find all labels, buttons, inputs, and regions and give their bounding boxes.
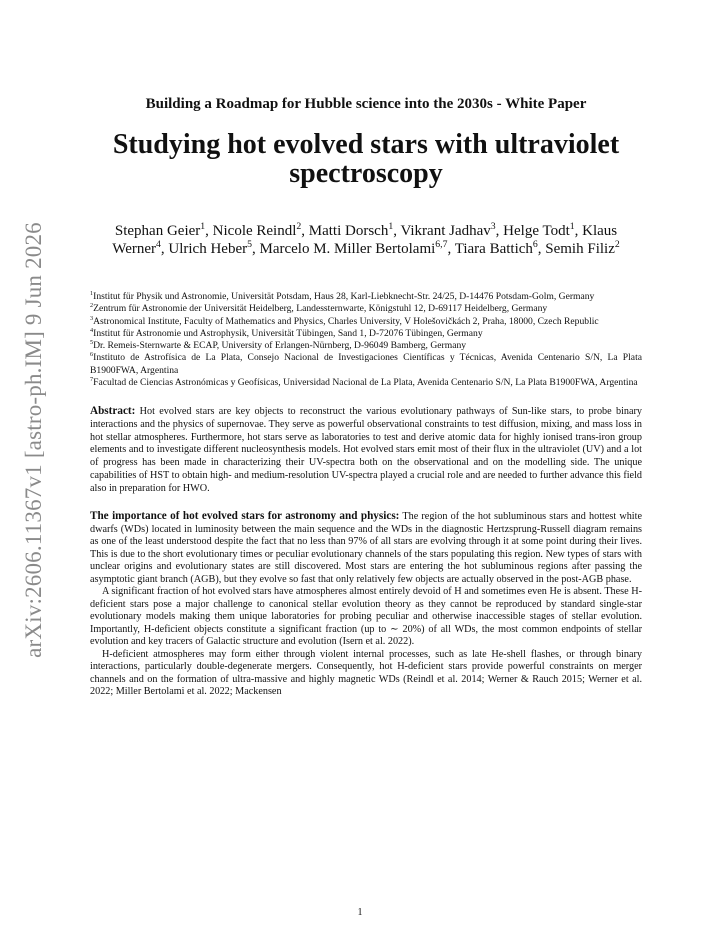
section-paragraph: A significant fraction of hot evolved stars have atmospheres almost entirely devoid of H and sometimes even He is absent. These H-deficient stars pose a major challenge to canonical stellar evolution theory as they cannot be reproduced by standard single-star evolutionary models making them unique laboratories for probing peculiar and otherwise inaccessible stages of stellar evolution. Importantly, H-deficient objects constitute a significant fraction (up to ∼ 20%) of all WDs, the most common endpoints of stellar evolution and key tracers of Galactic structure and evolution (Isern et al. 2022). — [90, 586, 642, 648]
author: Helge Todt$^1$ — [503, 221, 575, 239]
section-heading: The importance of hot evolved stars for astronomy and physics: — [90, 510, 400, 523]
arxiv-identifier-stamp — [10, 222, 58, 658]
author: Vikrant Jadhav$^3$ — [400, 221, 496, 239]
author-affiliation-mark: 6 — [532, 239, 538, 250]
section-paragraph: H-deficient atmospheres may form either through violent internal processes, such as late He-shell flashes, or through binary interactions, particularly double-degenerate mergers. Consequently, hot H-deficient stars provide powerful constraints on merger channels and on the formation of ultra-massive and highly magnetic WDs (Reindl et al. 2014; Werner & Rauch 2015; Werner et al. 2022; Miller Bertolami et al. 2022; Mackensen — [90, 648, 642, 698]
abstract-label: Abstract: — [90, 405, 136, 418]
author-affiliation-mark: 3 — [490, 221, 496, 232]
affiliation: $^6$Instituto de Astrofísica de La Plata, Consejo Nacional de Investigaciones Científicas y Técnicas, Avenida Centenario S/N, La Plata B1900FWA, Argentina — [90, 351, 642, 376]
section-paragraph — [90, 510, 642, 586]
affiliation: $^1$Institut für Physik und Astronomie, Universität Potsdam, Haus 28, Karl-Liebknecht-Str. 24/25, D-14476 Potsdam-Golm, Germany — [90, 289, 595, 302]
paper-page — [90, 96, 642, 699]
abstract — [90, 405, 642, 495]
arxiv-identifier-text: arXiv:2606.11367v1 [astro-ph.IM] 9 Jun 2026 — [21, 222, 47, 658]
affiliation: $^5$Dr. Remeis-Sternwarte & ECAP, University of Erlangen-Nürnberg, D-96049 Bamberg, Germany — [90, 339, 467, 352]
affiliation: $^4$Institut für Astronomie und Astrophysik, Universität Tübingen, Sand 1, D-72076 Tübingen, Germany — [90, 326, 483, 339]
section-importance — [90, 510, 642, 699]
affiliation: $^7$Facultad de Ciencias Astronómicas y Geofísicas, Universidad Nacional de La Plata, Avenida Centenario S/N, La Plata B1900FWA, Argentina — [90, 375, 638, 389]
series-title: Building a Roadmap for Hubble science into the 2030s - White Paper — [145, 96, 587, 112]
paper-title: Studying hot evolved stars with ultraviolet spectroscopy — [112, 129, 620, 189]
author-affiliation-mark: 1 — [200, 221, 206, 232]
author-affiliation-mark: 6,7 — [435, 239, 448, 250]
author: Klaus Werner$^4$ — [112, 223, 618, 257]
abstract-text: Hot evolved stars are key objects to reconstruct the various evolutionary pathways of Sun-like stars, to probe binary interactions and the physics of supernovae. They serve as powerful observational constraints to test diffusion, mixing, and mass loss in hot stellar atmospheres. Furthermore, hot stars serve as laboratories to test and derive atomic data for highly ionised trans-iron group elements and to investigate different nucleosynthesis models. Hot evolved stars emit most of their flux in the ultraviolet (UV) and a lot of progress has been made in characterizing their UV-spectra both on the observational and on the modelling side. The unique capabilities of HST to obtain high- and medium-resolution UV-spectra played a crucial role and are needed to further advance this field also in preparation for HWO. — [90, 406, 643, 494]
author-affiliation-mark: 1 — [388, 221, 394, 232]
author-affiliation-mark: 5 — [247, 239, 252, 250]
author-affiliation-mark: 2 — [614, 239, 620, 250]
section-paragraph-text: The region of the hot subluminous stars and hottest white dwarfs (WDs) located in luminosity between the main sequence and the WDs in the diagnostic Hertzsprung-Russell diagram remains as one of the least understood despite the fact that no less than 97% of all stars are evolving through it at some point during their lives. This is due to the short evolutionary times or peculiar evolutionary channels of the stars populating this region. New types of stars with unclear origins and evolutionary states are still discovered. Most stars are entering the hot subluminous regions after passing the asymptotic giant branch (AGB), but they evolve so fast that only relatively few objects are actually observed in the post-AGB phase. — [90, 511, 642, 585]
author: Marcelo M. Miller Bertolami$^{6,7}$ — [259, 239, 448, 257]
page-number: 1 — [357, 907, 363, 918]
affiliation: $^2$Zentrum für Astronomie der Universität Heidelberg, Landessternwarte, Königstuhl 12, D-69117 Heidelberg, Germany — [90, 302, 548, 315]
author-affiliation-mark: 4 — [156, 239, 161, 250]
author-list: Stephan Geier$^1$, Nicole Reindl$^2$, Matti Dorsch$^1$, Vikrant Jadhav$^3$, Helge Todt$^1$, Klaus Werner$^4$, Ulrich Heber$^5$, Marcelo M. Miller Bertolami$^{6,7}$, Tiara Battich$^6$, Semih Filiz$^2$ — [112, 221, 620, 257]
affiliation: $^3$Astronomical Institute, Faculty of Mathematics and Physics, Charles University, V Holešovičkách 2, Praha, 18000, Czech Republic — [90, 314, 599, 327]
author: Nicole Reindl$^2$ — [212, 221, 302, 239]
author-affiliation-mark: 1 — [569, 221, 575, 232]
author: Semih Filiz$^2$ — [545, 239, 620, 257]
author: Stephan Geier$^1$ — [114, 221, 206, 239]
author-affiliation-mark: 2 — [296, 221, 302, 232]
affiliation-list — [90, 291, 642, 389]
author: Tiara Battich$^6$ — [454, 239, 538, 257]
author: Ulrich Heber$^5$ — [168, 239, 252, 257]
author: Matti Dorsch$^1$ — [308, 221, 394, 239]
